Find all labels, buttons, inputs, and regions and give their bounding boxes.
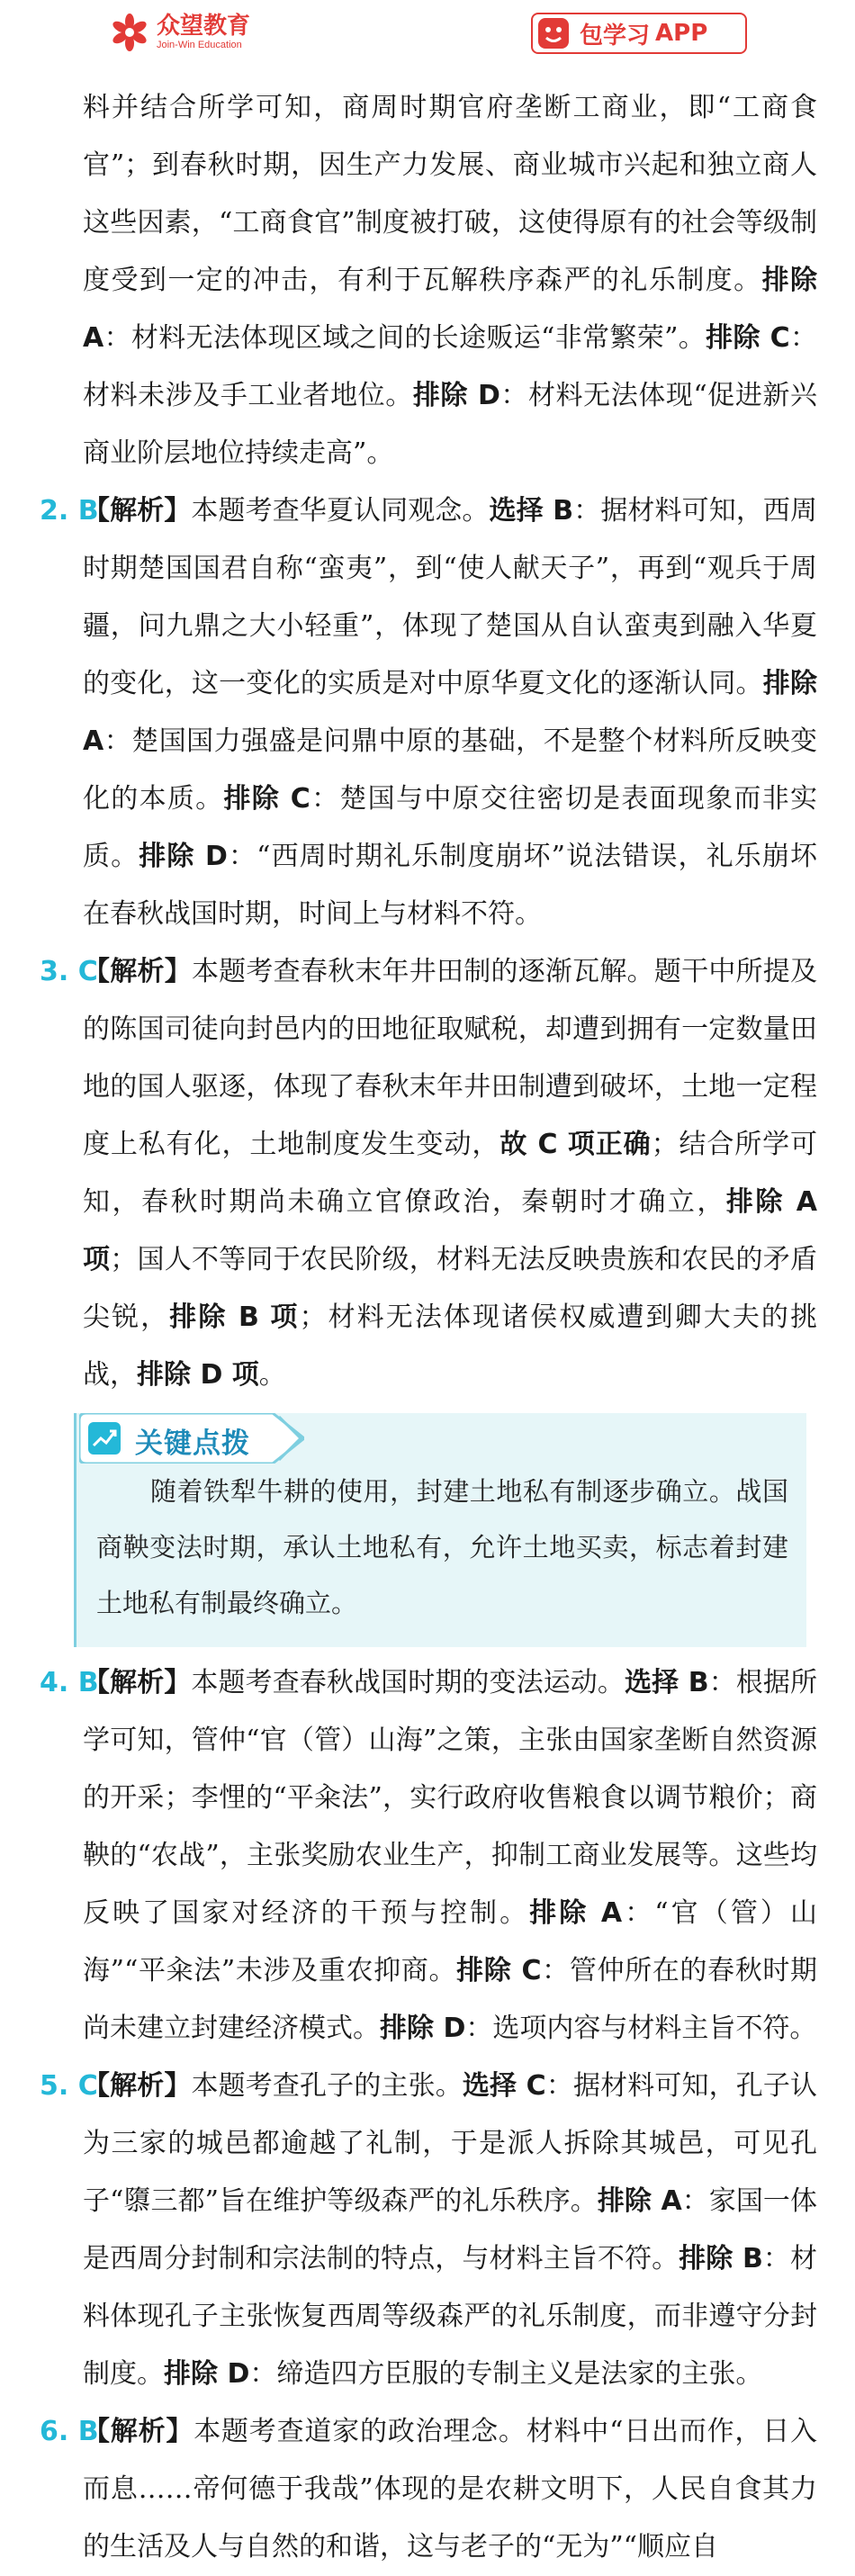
answer-keyword: 选择 B [489,495,574,527]
answer-text: ：缔造四方臣服的专制主义是法家的主张。 [249,2358,763,2390]
answer-text: ：据材料可知，孔子认为三家的城邑都逾越了礼制，于是派人拆除其城邑，可见孔子“隳三都”旨在维护等级森严的礼乐秩序。 [83,2070,818,2217]
answer-number: 5. C [40,2070,98,2102]
answer-text: 本题考查道家的政治理念。材料中“日出而作，日入而息……帝何德于我哉”体现的是农耕文明下，人民自食其力的生活及人与自然的和谐，这与老子的“无为”“顺应自 [83,2416,818,2562]
answer-keyword: 排除 A 项 [83,1186,818,1275]
flower-logo-icon [110,13,149,52]
answer-text: 料并结合所学可知，商周时期官府垄断工商业，即“工商食官”；到春秋时期，因生产力发展、商业城市兴起和独立商人这些因素，“工商食官”制度被打破，这使得原有的社会等级制度受到一定的冲击，有利于瓦解秩序森严的礼乐制度。 [83,92,817,296]
answer-keyword: 排除 D [380,2013,466,2044]
answer-item [0,943,855,1404]
answer-keyword: 【解析】 [83,495,192,527]
answer-text: 本题考查华夏认同观念。 [191,495,490,527]
answer-text: ：选项内容与材料主旨不符。 [465,2013,817,2044]
answer-text: ：据材料可知，西周时期楚国国君自称“蛮夷”，到“使人献天子”，再到“观兵于周疆，问九鼎之大小轻重”，体现了楚国从自认蛮夷到融入华夏的变化，这一变化的实质是对中原华夏文化的逐渐认同。 [83,495,818,699]
answer-keyword: 排除 B [679,2243,763,2274]
answer-content [0,79,855,2576]
answer-text: ：材料未涉及手工业者地位。 [83,322,817,411]
answer-text: ；结合所学可知，春秋时期尚未确立官僚政治，秦朝时才确立， [83,1129,818,1218]
answer-item [0,482,855,943]
answer-keyword: 【解析】 [83,2070,192,2102]
answer-text: ：根据所学可知，管仲“官（管）山海”之策，主张由国家垄断自然资源的开采；李悝的“平籴法”，实行政府收售粮食以调节粮价；商鞅的“农战”，主张奖励农业生产，抑制工商业发展等。这些均反映了国家对经济的干预与控制。 [83,1667,818,1929]
answer-keyword: 排除 D [139,841,228,872]
answer-keyword: 排除 A [597,2185,682,2217]
app-face-icon [536,16,571,50]
key-point-header [79,1413,304,1464]
answer-text: 本题考查孔子的主张。 [191,2070,463,2102]
answer-keyword: 排除 C [223,783,310,815]
answer-text: 。 [258,1359,286,1391]
answer-item [0,1654,855,2058]
answer-keyword: 排除 A [83,265,818,354]
chart-trend-icon [86,1420,122,1456]
answer-text: ：家国一体是西周分封制和宗法制的特点，与材料主旨不符。 [83,2185,817,2274]
answer-text: ：管仲所在的春秋时期尚未建立封建经济模式。 [83,1955,818,2044]
answer-text: 本题考查春秋末年井田制的逐渐瓦解。题干中所提及的陈国司徒向封邑内的田地征取赋税，却遭到拥有一定数量田地的国人驱逐，体现了春秋末年井田制遭到破坏，土地一定程度上私有化，土地制度发生变动， [83,956,818,1160]
answer-keyword: 【解析】 [83,2416,194,2447]
answer-keyword: 排除 D [412,380,500,411]
answer-text: 本题考查春秋战国时期的变法运动。 [191,1667,625,1698]
answer-number: 6. B [40,2416,99,2447]
answer-keyword: 【解析】 [83,956,192,987]
app-name: 包学习 [580,22,651,50]
answer-keyword: 排除 C [456,1955,542,1986]
answer-keyword: 排除 C [706,322,790,354]
answer-number: 4. B [40,1667,99,1698]
answer-text: ：楚国国力强盛是问鼎中原的基础，不是整个材料所反映变化的本质。 [83,725,817,815]
answer-item [0,2403,855,2576]
answer-text: ：材料无法体现“促进新兴商业阶层地位持续走高”。 [83,380,817,469]
answer-item [0,79,855,482]
answer-keyword: 排除 D 项 [137,1359,259,1391]
answer-text: ：材料无法体现区域之间的长途贩运“非常繁荣”。 [104,322,706,354]
answer-text: ：“官（管）山海”“平籴法”未涉及重农抑商。 [83,1897,818,1986]
page-header [0,0,855,65]
answer-item [0,2058,855,2403]
answer-keyword: 【解析】 [83,1667,192,1698]
key-point-text: 随着铁犁牛耕的使用，封建土地私有制逐步确立。战国商鞅变法时期，承认土地私有，允许土地买卖，标志着封建土地私有制最终确立。 [74,1413,806,1647]
answer-keyword: 选择 B [625,1667,709,1698]
key-point-section [0,1413,855,1647]
answers-part-1 [0,79,855,1404]
answer-keyword: 选择 C [462,2070,546,2102]
app-badge [531,13,747,54]
brand-name: 众望教育 [157,13,251,40]
answer-number: 3. C [40,956,98,987]
answer-keyword: 排除 A [83,668,818,757]
brand [110,13,250,52]
answer-number: 2. B [40,495,99,527]
key-point-title: 关键点拨 [135,1428,250,1460]
app-label: APP [655,20,708,47]
answer-keyword: 排除 D [164,2358,250,2390]
answer-text: ：“西周时期礼乐制度崩坏”说法错误，礼乐崩坏在春秋战国时期，时间上与材料不符。 [83,841,817,930]
answer-text: ：楚国与中原交往密切是表面现象而非实质。 [83,783,818,872]
answer-text: ；国人不等同于农民阶级，材料无法反映贵族和农民的矛盾尖锐， [83,1244,818,1333]
brand-english: Join-Win Education [157,40,242,50]
answer-text: ：材料体现孔子主张恢复西周等级森严的礼乐制度，而非遵守分封制度。 [83,2243,818,2390]
answer-text: ；材料无法体现诸侯权威遭到卿大夫的挑战， [83,1302,818,1391]
answers-part-2 [0,1654,855,2576]
answer-keyword: 排除 A [529,1897,623,1929]
answer-keyword: 故 C 项正确 [500,1129,652,1160]
answer-keyword: 排除 B 项 [169,1302,300,1333]
